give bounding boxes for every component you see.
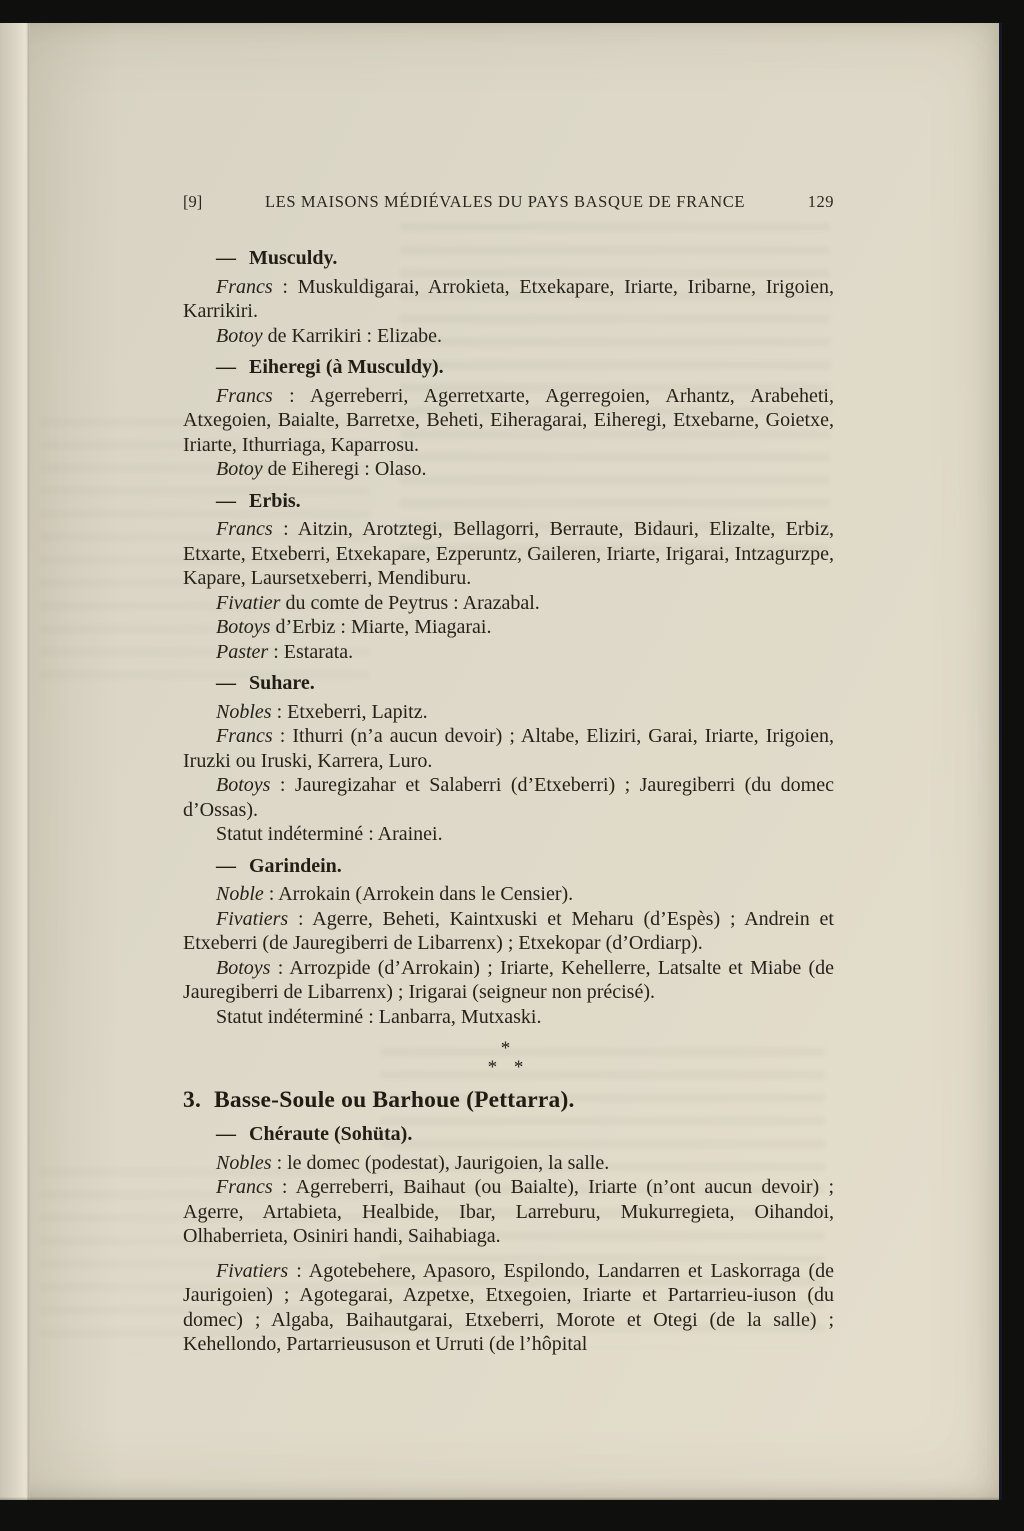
section-subheading: [183, 671, 834, 696]
em-dash: —: [216, 489, 236, 512]
paragraph-text: : Agerreberri, Baihaut (ou Baialte), Iriarte (n’ont aucun devoir) ; Agerre, Artabieta, Healbide, Ibar, Larreburu, Mukurregieta, Oihandoi, Olhaberrieta, Osiniri handi, Saihabiaga.: [183, 1176, 834, 1247]
paragraph-text: : Agotebehere, Apasoro, Espilondo, Landarren et Laskorraga (de Jaurigoien) ; Agotegarai, Azpetxe, Etxegoien, Iriarte et Partarrieu-iuson (du domec) ; Algaba, Baihautgarai, Etxeberri, Morote et Otegi (de la salle) ; Kehellondo, Partarrieususon et Urruti (de l’hôpital: [183, 1259, 834, 1355]
paragraph-text: : Arrozpide (d’Arrokain) ; Iriarte, Kehellerre, Latsalte et Miabe (de Jauregiberri de Libarrenx) ; Irigarai (seigneur non précisé).: [183, 956, 834, 1003]
paragraph-text: : Etxeberri, Lapitz.: [271, 700, 428, 723]
subheading-text: Garindein.: [249, 854, 342, 877]
paragraph-lead-italic: Nobles: [216, 1151, 272, 1174]
paragraph-text: : Aitzin, Arotztegi, Bellagorri, Berraute, Bidauri, Elizalte, Erbiz, Etxarte, Etxeberri, Etxekapare, Ezperuntz, Gaileren, Iriarte, Irigarai, Intzagurzpe, Kapare, Laursetxeberri, Mendiburu.: [183, 518, 834, 589]
body-paragraph: [183, 591, 834, 616]
body-paragraph: [183, 324, 834, 349]
book-page: [0, 23, 1002, 1500]
running-head: [183, 191, 834, 213]
paragraph-lead-italic: Noble: [216, 883, 264, 905]
section-subheading: [183, 1122, 834, 1147]
em-dash: —: [216, 672, 236, 694]
paragraph-text: du comte de Peytrus : Arazabal.: [280, 591, 540, 614]
subheading-text: Erbis.: [249, 489, 301, 512]
paragraph-text: : Estarata.: [268, 640, 354, 663]
body-paragraph: [183, 700, 834, 725]
section-subheading: [183, 854, 834, 879]
page-number: 129: [807, 192, 834, 211]
paragraph-text: : Jauregizahar et Salaberri (d’Etxeberri) ; Jauregiberri (du domec d’Ossas).: [183, 774, 834, 821]
paragraph-text: d’Erbiz : Miarte, Miagarai.: [270, 616, 492, 638]
paragraph-text: : le domec (podestat), Jaurigoien, la salle.: [271, 1151, 610, 1174]
paragraph-lead-italic: Francs: [216, 384, 273, 407]
body-paragraph: [183, 615, 834, 640]
subheading-text: Musculdy.: [249, 247, 338, 269]
paragraph-text: Statut indéterminé : Arainei.: [216, 823, 443, 845]
body-paragraph: [183, 956, 834, 1005]
paragraph-lead-italic: Fivatiers: [216, 1259, 289, 1282]
paragraph-lead-italic: Francs: [216, 1176, 273, 1198]
paragraph-text: : Ithurri (n’a aucun devoir) ; Altabe, Eliziri, Garai, Iriarte, Irigoien, Iruzki ou Iruski, Karrera, Luro.: [183, 725, 834, 772]
subheading-text: Suhare.: [249, 672, 315, 694]
em-dash: —: [216, 247, 236, 269]
section-subheading: [183, 246, 834, 271]
section-subheading: [183, 489, 834, 514]
body-paragraph: [183, 773, 834, 822]
paragraph-lead-italic: Nobles: [216, 700, 272, 723]
article-page-marker: [9]: [183, 192, 203, 211]
paragraph-lead-italic: Botoys: [216, 774, 271, 796]
page-edge-strip: [0, 23, 26, 1500]
asterisk: *: [500, 1038, 517, 1059]
body-paragraph: [183, 907, 834, 956]
paragraph-lead-italic: Fivatiers: [216, 907, 289, 930]
body-paragraph: [183, 640, 834, 665]
paragraph-lead-italic: Botoys: [216, 956, 271, 979]
paragraph-lead-italic: Fivatier: [216, 591, 281, 614]
em-dash: —: [216, 356, 236, 378]
asterisk-pair: * *: [487, 1057, 530, 1078]
paragraph-text: Statut indéterminé : Lanbarra, Mutxaski.: [216, 1005, 542, 1028]
subheading-text: Chéraute (Sohüta).: [249, 1123, 413, 1145]
em-dash: —: [216, 1123, 236, 1145]
paragraph-text: : Arrokain (Arrokein dans le Censier).: [263, 883, 574, 905]
paragraph-text: : Muskuldigarai, Arrokieta, Etxekapare, Iriarte, Iribarne, Irigoien, Karrikiri.: [183, 275, 834, 322]
paragraph-text: de Karrikiri : Elizabe.: [262, 324, 443, 347]
body-paragraph: [183, 457, 834, 482]
paragraph-text: : Agerre, Beheti, Kaintxuski et Meharu (d’Espès) ; Andrein et Etxeberri (de Jauregiberri de Libarrenx) ; Etxekopar (d’Ordiarp).: [183, 907, 834, 954]
running-head-title: LES MAISONS MÉDIÉVALES DU PAYS BASQUE DE FRANCE: [264, 192, 746, 211]
paragraph-text: de Eiheregi : Olaso.: [262, 458, 427, 480]
paragraph-lead-italic: Paster: [216, 640, 269, 663]
paragraph-lead-italic: Botoy: [216, 324, 263, 347]
paragraph-text: : Agerreberri, Agerretxarte, Agerregoien, Arhantz, Arabeheti, Atxegoien, Baialte, Barretxe, Beheti, Eiheragarai, Eiheregi, Etxebarne, Goietxe, Iriarte, Ithurriaga, Kaparrosu.: [183, 384, 834, 456]
paragraph-lead-italic: Francs: [216, 725, 273, 747]
part-number: 3.: [183, 1087, 202, 1113]
subheading-text: Eiheregi (à Musculdy).: [249, 356, 444, 378]
body-paragraph: [183, 1151, 834, 1176]
paragraph-lead-italic: Botoys: [216, 616, 271, 638]
part-heading: [183, 1086, 834, 1115]
body-paragraph: [183, 275, 834, 324]
page-bottom-edge: [0, 1497, 999, 1500]
part-title: Basse-Soule ou Barhoue (Pettarra).: [214, 1087, 575, 1113]
body-paragraph: [183, 1259, 834, 1357]
asterisk-separator: [183, 1039, 834, 1077]
body-paragraph: [183, 724, 834, 773]
body-paragraph: [183, 517, 834, 591]
em-dash: —: [216, 854, 236, 877]
page-body: [183, 239, 834, 1357]
body-paragraph: [183, 1175, 834, 1249]
body-paragraph: [183, 1005, 834, 1030]
paragraph-lead-italic: Francs: [216, 275, 273, 298]
body-paragraph: [183, 384, 834, 458]
paragraph-lead-italic: Francs: [216, 518, 273, 540]
body-paragraph: [183, 822, 834, 847]
body-paragraph: [183, 882, 834, 907]
section-subheading: [183, 355, 834, 380]
paragraph-lead-italic: Botoy: [216, 458, 263, 480]
